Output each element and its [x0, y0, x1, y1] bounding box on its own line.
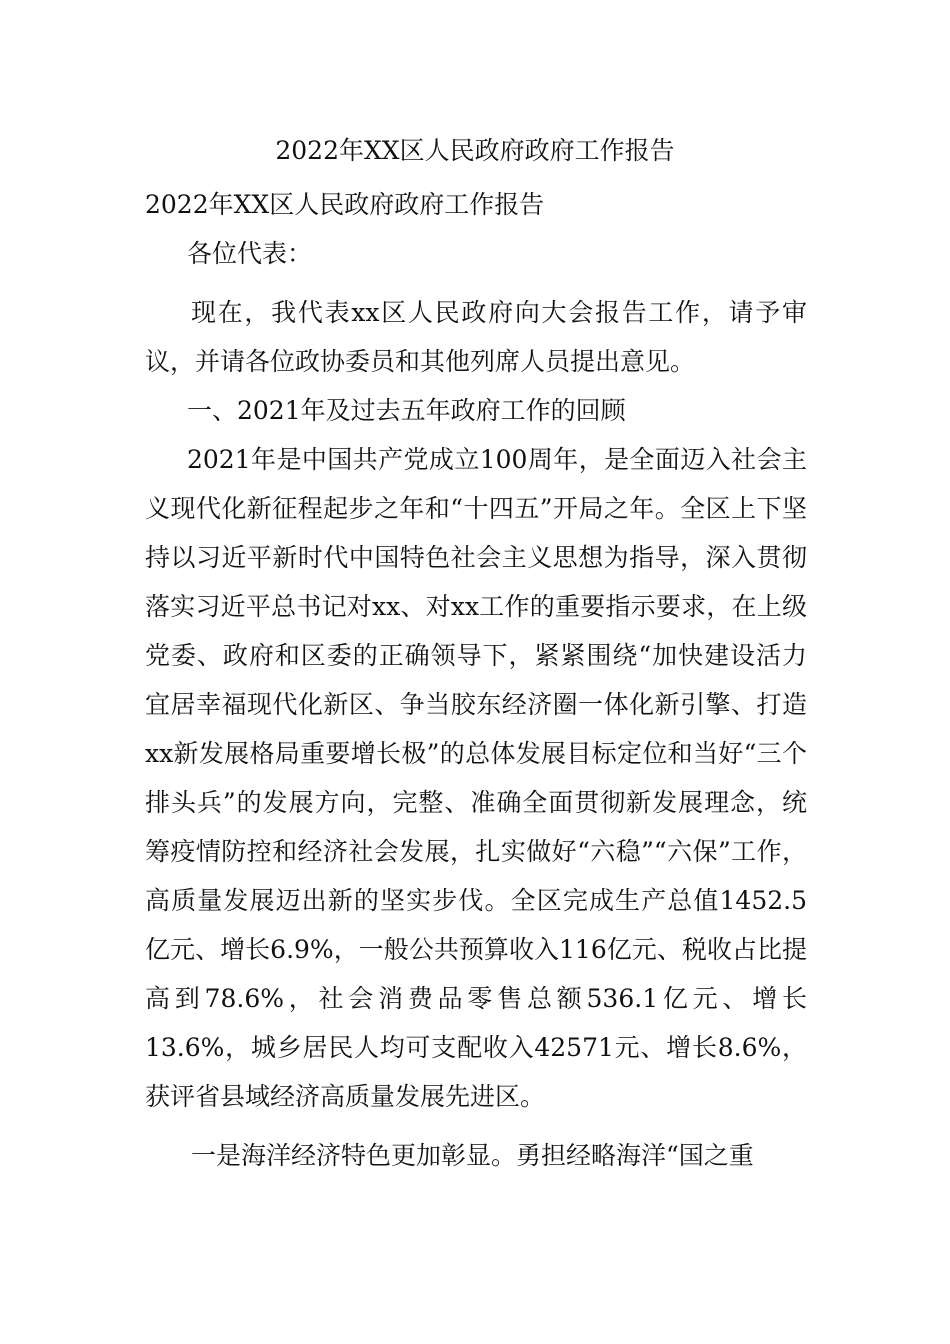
document-body [145, 180, 807, 1180]
section-heading: 一、2021年及过去五年政府工作的回顾 [187, 396, 626, 425]
intro-paragraph: 现在，我代表xx区人民政府向大会报告工作，请予审议，并请各位政协委员和其他列席人员提出意见。 [145, 298, 807, 376]
document-title: 2022年XX区人民政府政府工作报告 [275, 136, 675, 165]
salutation-paragraph: 各位代表： [187, 239, 313, 268]
point-one-paragraph: 一是海洋经济特色更加彰显。勇担经略海洋“国之重 [191, 1141, 754, 1170]
review-paragraph: 2021年是中国共产党成立100周年，是全面迈入社会主义现代化新征程起步之年和“十四五”开局之年。全区上下坚持以习近平新时代中国特色社会主义思想为指导，深入贯彻落实习近平总书记对xx、对xx工作的重要指示要求，在上级党委、政府和区委的正确领导下，紧紧围绕“加快建设活力宜居幸福现代化新区、争当胶东经济圈一体化新引擎、打造xx新发展格局重要增长极”的总体发展目标定位和当好“三个排头兵”的发展方向，完整、准确全面贯彻新发展理念，统筹疫情防控和经济社会发展，扎实做好“六稳”“六保”工作，高质量发展迈出新的坚实步伐。全区完成生产总值1452.5亿元、增长6.9%，一般公共预算收入116亿元、税收占比提高到78.6%，社会消费品零售总额536.1亿元、增长13.6%，城乡居民人均可支配收入42571元、增长8.6%，获评省县域经济高质量发展先进区。 [145, 445, 807, 1111]
document-subtitle: 2022年XX区人民政府政府工作报告 [145, 190, 545, 219]
